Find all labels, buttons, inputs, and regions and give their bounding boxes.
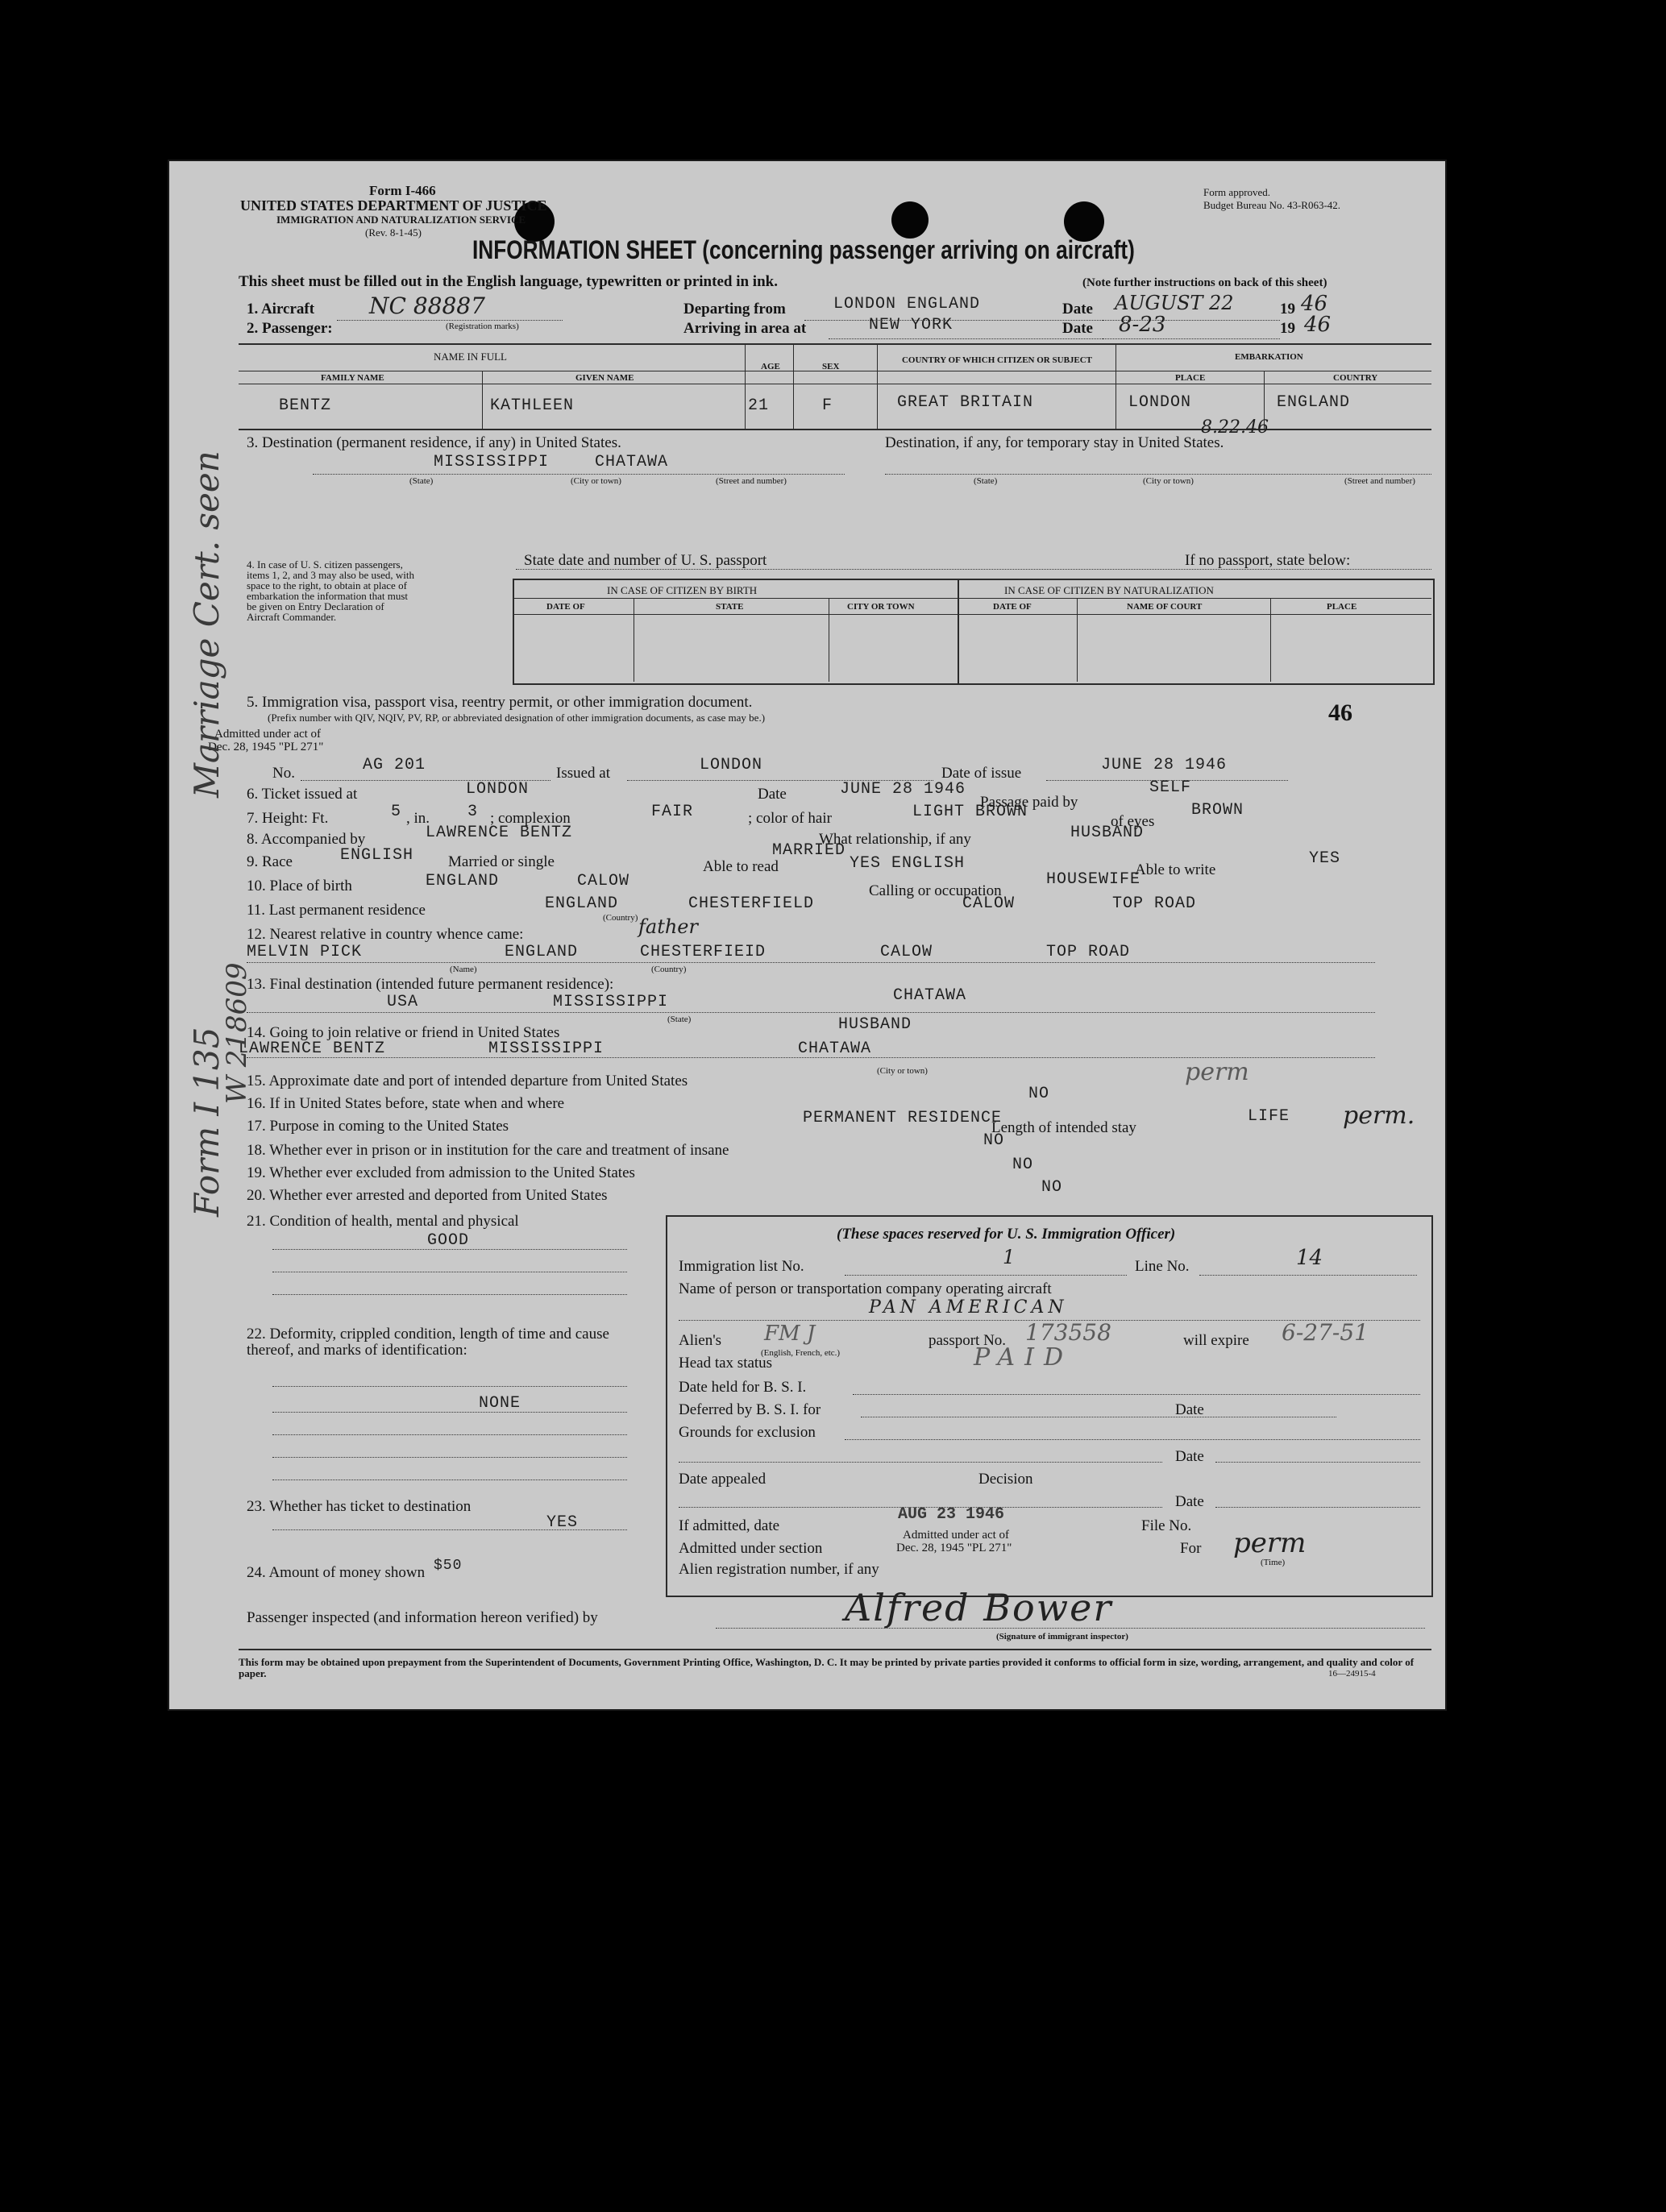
rel-city-value: CALOW — [880, 943, 933, 961]
read-value: YES ENGLISH — [850, 854, 966, 873]
footer-code: 16—24915-4 — [1328, 1669, 1376, 1679]
final-city-value: CHATAWA — [893, 986, 967, 1005]
birth-header: IN CASE OF CITIZEN BY BIRTH — [607, 584, 758, 596]
margin-note-marriage: Marriage Cert. seen — [187, 450, 226, 798]
depart-handwritten: perm — [1185, 1058, 1249, 1086]
city-caption: (City or town) — [1143, 476, 1194, 486]
q5-sub: (Prefix number with QIV, NQIV, PV, RP, or abbreviated designation of other immigration documents, as case may be.) — [268, 712, 766, 724]
date-of-header: DATE OF — [546, 602, 585, 612]
occupation-value: HOUSEWIFE — [1046, 870, 1141, 889]
state-caption: (State) — [974, 476, 998, 486]
date-label-deferred: Date — [1175, 1401, 1204, 1418]
issued-at-value: LONDON — [700, 756, 763, 774]
health-value: GOOD — [427, 1231, 470, 1250]
admitted-date-stamp: AUG 23 1946 — [898, 1505, 1005, 1524]
naturalization-header: IN CASE OF CITIZEN BY NATURALIZATION — [1004, 584, 1214, 596]
date-of-issue-value: JUNE 28 1946 — [1101, 756, 1228, 774]
married-label: Married or single — [448, 853, 555, 870]
date-label-decision: Date — [1175, 1493, 1204, 1510]
q17-label: 17. Purpose in coming to the United States — [247, 1118, 509, 1135]
for-label: For — [1180, 1540, 1202, 1557]
deported-value: NO — [1041, 1178, 1063, 1197]
relationship-value: HUSBAND — [1070, 824, 1145, 842]
q18-label: 18. Whether ever in prison or in institution for the care and treatment of insane — [247, 1142, 729, 1159]
year-label-2: 19 — [1280, 320, 1295, 337]
country-caption: (Country) — [651, 965, 687, 974]
res-city-value: CALOW — [962, 894, 1016, 913]
signature-caption: (Signature of immigrant inspector) — [996, 1632, 1128, 1641]
country-citizen-value: GREAT BRITAIN — [897, 393, 1034, 412]
race-value: ENGLISH — [340, 846, 414, 865]
name-person-label: Name of person or transportation company operating aircraft — [679, 1280, 1052, 1297]
join-state-value: MISSISSIPPI — [488, 1040, 604, 1058]
join-city-value: CHATAWA — [798, 1040, 872, 1058]
revision: (Rev. 8-1-45) — [365, 226, 422, 239]
q22-label: 22. Deformity, crippled condition, length of time and cause thereof, and marks of identification: — [247, 1326, 609, 1359]
able-read-label: Able to read — [703, 858, 779, 875]
rel-state-value: CHESTERFIEID — [640, 943, 767, 961]
family-name-value: BENTZ — [279, 396, 332, 415]
decision-label: Decision — [978, 1471, 1033, 1488]
res-country-value: ENGLAND — [545, 894, 619, 913]
inspector-signature: Alfred Bower — [845, 1586, 1113, 1629]
hair-value: LIGHT BROWN — [912, 803, 1028, 821]
q3-label: 3. Destination (permanent residence, if any) in United States. — [247, 434, 621, 451]
q10-label: 10. Place of birth — [247, 878, 352, 894]
given-name-value: KATHLEEN — [490, 396, 575, 415]
passenger-label: 2. Passenger: — [247, 320, 333, 337]
margin-note-form: Form I 135 — [187, 1027, 226, 1217]
state-caption: (State) — [409, 476, 434, 486]
street-caption: (Street and number) — [716, 476, 787, 486]
date-held-label: Date held for B. S. I. — [679, 1379, 807, 1396]
family-name-header: FAMILY NAME — [321, 373, 384, 383]
q20-label: 20. Whether ever arrested and deported from United States — [247, 1187, 608, 1204]
footer-text: This form may be obtained upon prepayment from the Superintendent of Documents, Government Printing Office, Washington, D. C. It may be printed by private parties provided it conforms to official form in size, wording, arrangement, and quality and color of paper. — [239, 1656, 1415, 1679]
height-in-value: 3 — [467, 803, 479, 821]
q4-nopass-label: If no passport, state below: — [1185, 552, 1351, 569]
admitted-section-stamp: Admitted under act of — [903, 1529, 1010, 1542]
aircraft-value: NC 88887 — [369, 293, 485, 319]
file-no-label: File No. — [1141, 1517, 1192, 1534]
q5-label: 5. Immigration visa, passport visa, reentry permit, or other immigration document. — [247, 694, 753, 711]
deferred-label: Deferred by B. S. I. for — [679, 1401, 821, 1418]
date-label-grounds: Date — [1175, 1448, 1204, 1465]
name-caption: (Name) — [450, 965, 477, 974]
registration-caption: (Registration marks) — [446, 322, 519, 331]
aircraft-label: 1. Aircraft — [247, 301, 315, 317]
note: (Note further instructions on back of this sheet) — [1082, 276, 1327, 289]
q23-label: 23. Whether has ticket to destination — [247, 1498, 472, 1515]
complexion-value: FAIR — [651, 803, 694, 821]
sex-header: SEX — [822, 362, 840, 371]
passage-paid-value: SELF — [1149, 778, 1192, 797]
service: IMMIGRATION AND NATURALIZATION SERVICE — [276, 214, 526, 226]
q24-label: 24. Amount of money shown — [247, 1564, 426, 1581]
form-approved: Form approved. — [1203, 186, 1271, 198]
city-town-header: CITY OR TOWN — [847, 602, 915, 612]
form-sheet — [168, 160, 1447, 1711]
time-caption: (Time) — [1261, 1558, 1286, 1567]
date-label-6: Date — [758, 786, 787, 803]
calling-label: Calling or occupation — [869, 882, 1002, 899]
sex-value: F — [822, 396, 833, 415]
visa-no-value: AG 201 — [363, 756, 426, 774]
relationship-label: What relationship, if any — [819, 831, 971, 848]
height-ft-value: 5 — [391, 803, 402, 821]
before-value: NO — [1028, 1085, 1050, 1103]
year-label-1: 19 — [1280, 301, 1295, 317]
date-of-header: DATE OF — [993, 602, 1032, 612]
passport-no-value: 173558 — [1025, 1319, 1111, 1346]
q4-passport-label: State date and number of U. S. passport — [524, 552, 767, 569]
length-stay-label: Length of intended stay — [991, 1119, 1136, 1136]
q11-label: 11. Last permanent residence — [247, 902, 426, 919]
place-header: PLACE — [1327, 602, 1357, 612]
q12-label: 12. Nearest relative in country whence came: — [247, 926, 524, 943]
budget-bureau: Budget Bureau No. 43-R063-42. — [1203, 199, 1341, 211]
q19-label: 19. Whether ever excluded from admission to the United States — [247, 1164, 635, 1181]
rel-country-value: ENGLAND — [505, 943, 579, 961]
state-header: STATE — [716, 602, 744, 612]
q7-label: 7. Height: Ft. — [247, 810, 329, 827]
dest-city-value: CHATAWA — [595, 453, 669, 471]
q13-label: 13. Final destination (intended future permanent residence): — [247, 976, 614, 993]
imm-list-value: 1 — [1003, 1246, 1016, 1268]
money-value: $50 — [434, 1558, 463, 1574]
stamp-admitted: Admitted under act of — [214, 728, 322, 741]
passage-paid-label: Passage paid by — [980, 794, 1078, 811]
head-tax-value: PAID — [974, 1343, 1073, 1372]
given-name-header: GIVEN NAME — [575, 373, 634, 383]
birth-country-value: ENGLAND — [426, 872, 500, 890]
city-caption: (City or town) — [571, 476, 621, 486]
embarkation-place-value: LONDON — [1128, 393, 1192, 412]
margin-note-number: W 218609 — [221, 962, 253, 1104]
stay-handwritten: perm. — [1343, 1102, 1415, 1130]
age-value: 21 — [748, 396, 770, 415]
admitted-under-label: Admitted under section — [679, 1540, 823, 1557]
q6-label: 6. Ticket issued at — [247, 786, 358, 803]
country-header: COUNTRY — [1333, 373, 1378, 383]
year-2-value: 46 — [1304, 313, 1332, 337]
write-value: YES — [1309, 849, 1341, 868]
line-no-value: 14 — [1296, 1246, 1323, 1270]
married-value: MARRIED — [772, 841, 846, 860]
officer-header: (These spaces reserved for U. S. Immigration Officer) — [837, 1226, 1176, 1243]
relative-handwritten: father — [638, 915, 698, 938]
embarkation-date-value: 8.22.46 — [1201, 417, 1269, 438]
for-time-value: perm — [1233, 1527, 1307, 1559]
deformity-value: NONE — [479, 1394, 521, 1413]
punch-hole — [891, 201, 929, 239]
join-relation-value: HUSBAND — [838, 1015, 912, 1034]
aliens-label: Alien's — [679, 1332, 722, 1349]
final-country-value: USA — [387, 993, 419, 1011]
department: UNITED STATES DEPARTMENT OF JUSTICE — [240, 197, 547, 214]
arriving-value: NEW YORK — [869, 316, 953, 334]
admitted-section-stamp-2: Dec. 28, 1945 "PL 271" — [896, 1542, 1012, 1554]
rel-street-value: TOP ROAD — [1046, 943, 1131, 961]
in-label: , in. — [406, 810, 430, 827]
passport-no-label: passport No. — [929, 1332, 1007, 1349]
ticket-at-value: LONDON — [466, 780, 530, 799]
res-street-value: TOP ROAD — [1112, 894, 1197, 913]
q3b-label: Destination, if any, for temporary stay in United States. — [885, 434, 1224, 451]
state-caption: (State) — [667, 1015, 692, 1024]
stamp-dec: Dec. 28, 1945 "PL 271" — [208, 741, 324, 753]
city-caption: (City or town) — [877, 1066, 928, 1076]
if-admitted-label: If admitted, date — [679, 1517, 780, 1534]
hair-label: ; color of hair — [748, 810, 832, 827]
date-label-2: Date — [1062, 320, 1093, 337]
no-label: No. — [272, 765, 295, 782]
alien-type-value: FM J — [764, 1322, 816, 1346]
doc-count: 46 — [1328, 699, 1352, 726]
alien-reg-label: Alien registration number, if any — [679, 1561, 879, 1578]
prison-value: NO — [983, 1131, 1005, 1150]
embarkation-country-value: ENGLAND — [1277, 393, 1351, 412]
date-appealed-label: Date appealed — [679, 1471, 767, 1488]
page-title: INFORMATION SHEET (concerning passenger arriving on aircraft) — [472, 235, 1135, 264]
country-citizen-header: COUNTRY OF WHICH CITIZEN OR SUBJECT — [901, 355, 1093, 365]
date-2-value: 8-23 — [1119, 313, 1166, 337]
q15-label: 15. Approximate date and port of intended departure from United States — [247, 1073, 688, 1089]
head-tax-label: Head tax status — [679, 1355, 773, 1372]
final-state-value: MISSISSIPPI — [553, 993, 669, 1011]
stay-value: LIFE — [1248, 1107, 1290, 1126]
purpose-value: PERMANENT RESIDENCE — [803, 1109, 1003, 1127]
issued-at-label: Issued at — [556, 765, 611, 782]
accompanied-value: LAWRENCE BENTZ — [426, 824, 573, 842]
eyes-label: of eyes — [1111, 813, 1155, 830]
excluded-value: NO — [1012, 1156, 1034, 1174]
company-value: PAN AMERICAN — [869, 1297, 1068, 1318]
res-state-value: CHESTERFIELD — [688, 894, 815, 913]
name-of-court-header: NAME OF COURT — [1127, 602, 1203, 612]
q14-label: 14. Going to join relative or friend in United States — [247, 1024, 560, 1041]
arriving-label: Arriving in area at — [683, 320, 807, 337]
q21-label: 21. Condition of health, mental and physical — [247, 1213, 519, 1230]
ticket-value: YES — [546, 1513, 579, 1532]
country-caption: (Country) — [603, 913, 638, 923]
q8-label: 8. Accompanied by — [247, 831, 366, 848]
imm-list-label: Immigration list No. — [679, 1258, 804, 1275]
english-french-caption: (English, French, etc.) — [761, 1348, 841, 1358]
street-caption: (Street and number) — [1344, 476, 1415, 486]
rel-name-value: MELVIN PICK — [247, 943, 363, 961]
age-header: AGE — [761, 362, 780, 371]
date-label-1: Date — [1062, 301, 1093, 317]
embarkation-header: EMBARKATION — [1235, 352, 1303, 362]
complexion-label: ; complexion — [490, 810, 571, 827]
year-1-value: 46 — [1301, 292, 1328, 316]
form-number: Form I-466 — [369, 183, 436, 198]
instruction: This sheet must be filled out in the English language, typewritten or printed in ink. — [239, 273, 778, 290]
departing-value: LONDON ENGLAND — [833, 295, 981, 313]
q4-label: 4. In case of U. S. citizen passengers, items 1, 2, and 3 may also be used, with space to the right, to obtain at place of embarkation the information that must be given on Entry Declaration of Aircraft Commander. — [247, 558, 414, 623]
line-no-label: Line No. — [1135, 1258, 1190, 1275]
will-expire-label: will expire — [1183, 1332, 1249, 1349]
date-1-value: AUGUST 22 — [1115, 292, 1234, 314]
grounds-label: Grounds for exclusion — [679, 1424, 816, 1441]
q9-label: 9. Race — [247, 853, 293, 870]
departing-label: Departing from — [683, 301, 786, 317]
date-of-issue-label: Date of issue — [941, 765, 1022, 782]
name-in-full-header: NAME IN FULL — [434, 351, 507, 363]
place-header: PLACE — [1175, 373, 1206, 383]
eyes-value: BROWN — [1191, 801, 1244, 820]
able-write-label: Able to write — [1135, 861, 1216, 878]
join-name-value: LAWRENCE BENTZ — [239, 1040, 386, 1058]
inspected-label: Passenger inspected (and information hereon verified) by — [247, 1609, 598, 1626]
q16-label: 16. If in United States before, state when and where — [247, 1095, 565, 1112]
ticket-date-value: JUNE 28 1946 — [840, 780, 966, 799]
expire-value: 6-27-51 — [1282, 1319, 1369, 1346]
birth-city-value: CALOW — [577, 872, 630, 890]
dest-state-value: MISSISSIPPI — [434, 453, 550, 471]
